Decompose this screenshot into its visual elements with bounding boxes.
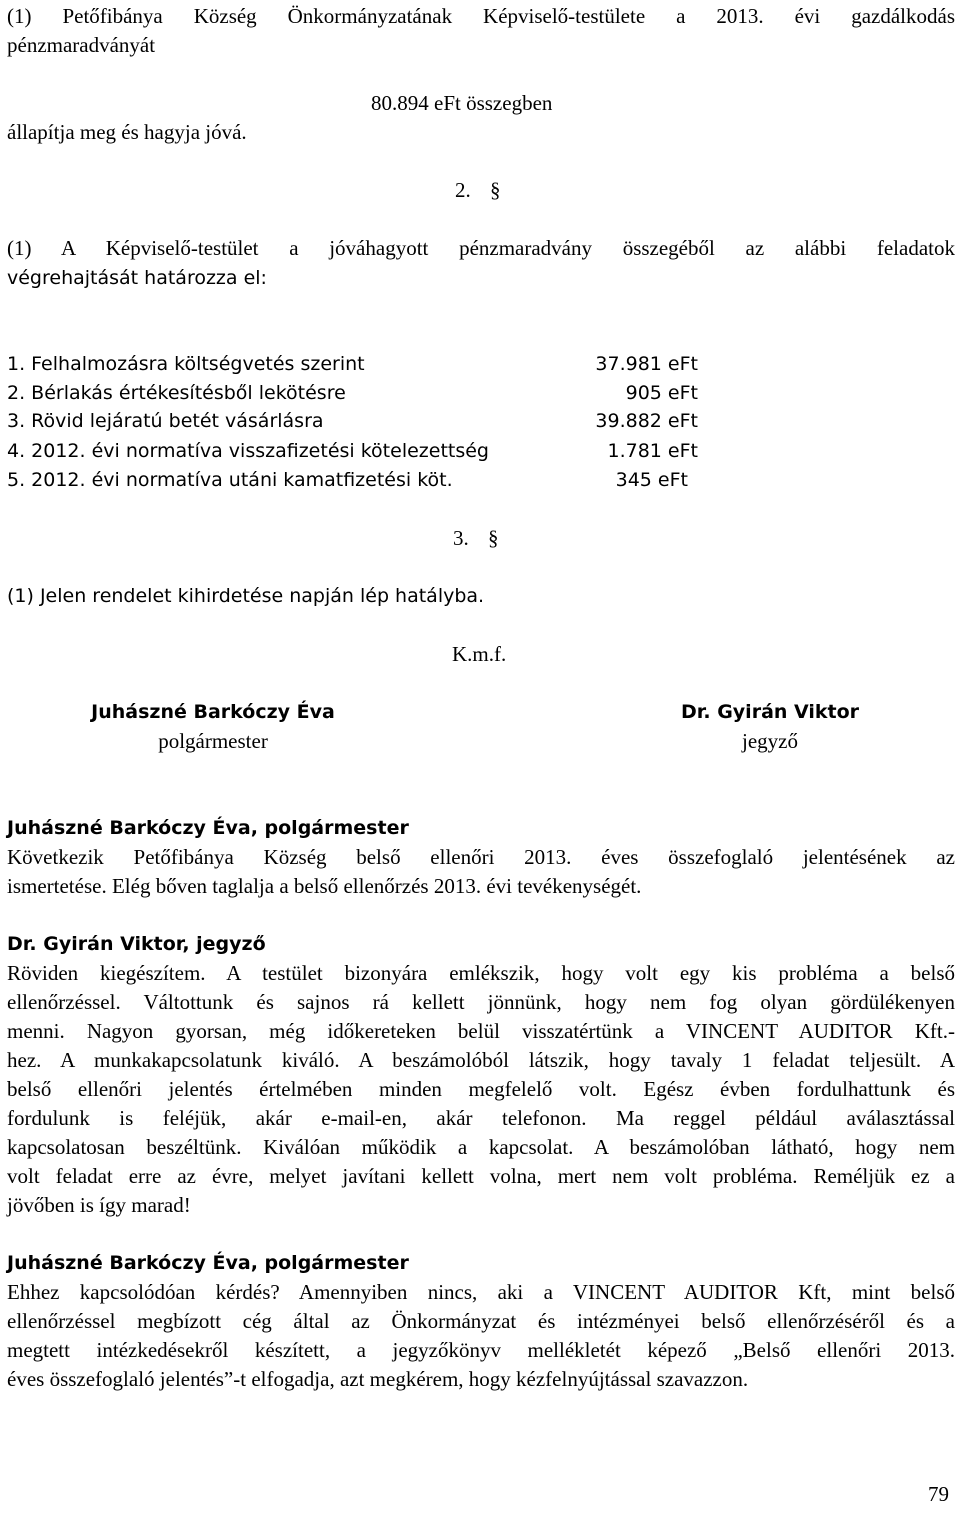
signature-left-title: polgármester [158, 729, 268, 753]
section-sign-icon: § [488, 526, 499, 550]
speech3-speaker: Juhászné Barkóczy Éva, polgármester [7, 1252, 409, 1274]
allocation-item-amount: 345 eFt [615, 469, 688, 491]
section2-para-line2: végrehajtását határozza el: [7, 267, 267, 289]
allocation-item-amount: 905 eFt [625, 382, 698, 404]
section1-approve: állapítja meg és hagyja jóvá. [7, 120, 247, 144]
section2-number: 2. [455, 178, 471, 202]
section3-number: 3. [453, 526, 469, 550]
speech2-line: belső ellenőri jelentés értelmében minden megfelelő volt. Egész évben fordulhattunk és [7, 1077, 955, 1101]
kmf: K.m.f. [452, 642, 507, 666]
allocation-item-label: 4. 2012. évi normatíva visszafizetési kötelezettség [7, 440, 489, 462]
section3-heading [453, 524, 499, 553]
speech1-line: Következik Petőfibánya Község belső ellenőri 2013. éves összefoglaló jelentésének az [7, 845, 955, 869]
speech2-line: Röviden kiegészítem. A testület bizonyára emlékszik, hogy volt egy kis probléma a belső [7, 961, 955, 985]
allocation-item-label: 2. Bérlakás értékesítésből lekötésre [7, 382, 346, 404]
speech2-line: ellenőrzéssel. Váltottunk és sajnos rá kellett jönnünk, hogy nem fog olyan gördülékenyen [7, 990, 955, 1014]
speech3-line: ellenőrzéssel megbízott cég által az Önkormányzat és intézményei belső ellenőrzéséről és a [7, 1309, 955, 1333]
section1-amount: 80.894 eFt összegben [371, 91, 553, 115]
allocation-item-label: 3. Rövid lejáratú betét vásárlásra [7, 410, 324, 432]
section-sign-icon: § [490, 178, 501, 202]
speech2-line: jövőben is így marad! [7, 1193, 191, 1217]
section1-para-line2: pénzmaradványát [7, 33, 156, 57]
section2-para-line1: (1) A Képviselő-testület a jóváhagyott pénzmaradvány összegéből az alábbi feladatok [7, 236, 955, 260]
speech2-speaker: Dr. Gyirán Viktor, jegyző [7, 933, 266, 955]
speech2-line: fordulunk is feléjük, akár e-mail-en, akár telefonon. Ma reggel például aválasztással [7, 1106, 955, 1130]
section2-heading [455, 176, 501, 205]
signature-left-name: Juhászné Barkóczy Éva [91, 701, 335, 723]
speech3-line: éves összefoglaló jelentés”-t elfogadja, azt megkérem, hogy kézfelnyújtással szavazzon. [7, 1367, 749, 1391]
speech1-line: ismertetése. Elég bőven taglalja a belső ellenőrzés 2013. évi tevékenységét. [7, 874, 642, 898]
allocation-item-amount: 39.882 eFt [595, 410, 698, 432]
signature-right-title: jegyző [742, 729, 798, 753]
allocation-item-amount: 37.981 eFt [595, 353, 698, 375]
speech2-line: volt feladat erre az évre, melyet javítani kellett volna, mert nem volt probléma. Reméljük ez a [7, 1164, 955, 1188]
section3-para: (1) Jelen rendelet kihirdetése napján lép hatályba. [7, 585, 485, 607]
speech3-line: Ehhez kapcsolódóan kérdés? Amennyiben nincs, aki a VINCENT AUDITOR Kft, mint belső [7, 1280, 955, 1304]
section1-para-line1: (1) Petőfibánya Község Önkormányzatának Képviselő-testülete a 2013. évi gazdálkodás [7, 4, 955, 28]
page-number: 79 [928, 1482, 949, 1506]
speech1-speaker: Juhászné Barkóczy Éva, polgármester [7, 817, 409, 839]
speech2-line: hez. A munkakapcsolatunk kiváló. A beszámolóból látszik, hogy tavaly 1 feladat teljesült. A [7, 1048, 955, 1072]
speech2-line: menni. Nagyon gyorsan, még időkereteken belül visszatértünk a VINCENT AUDITOR Kft.- [7, 1019, 955, 1043]
allocation-item-label: 1. Felhalmozásra költségvetés szerint [7, 353, 365, 375]
allocation-item-amount: 1.781 eFt [607, 440, 698, 462]
allocation-item-label: 5. 2012. évi normatíva utáni kamatfizetési köt. [7, 469, 453, 491]
signature-right-name: Dr. Gyirán Viktor [680, 701, 860, 723]
speech2-line: kapcsolatosan beszéltünk. Kiválóan működik a kapcsolat. A beszámolóban látható, hogy nem [7, 1135, 955, 1159]
speech3-line: megtett intézkedésekről készített, a jegyzőkönyv mellékletét képező „Belső ellenőri 2013. [7, 1338, 955, 1362]
